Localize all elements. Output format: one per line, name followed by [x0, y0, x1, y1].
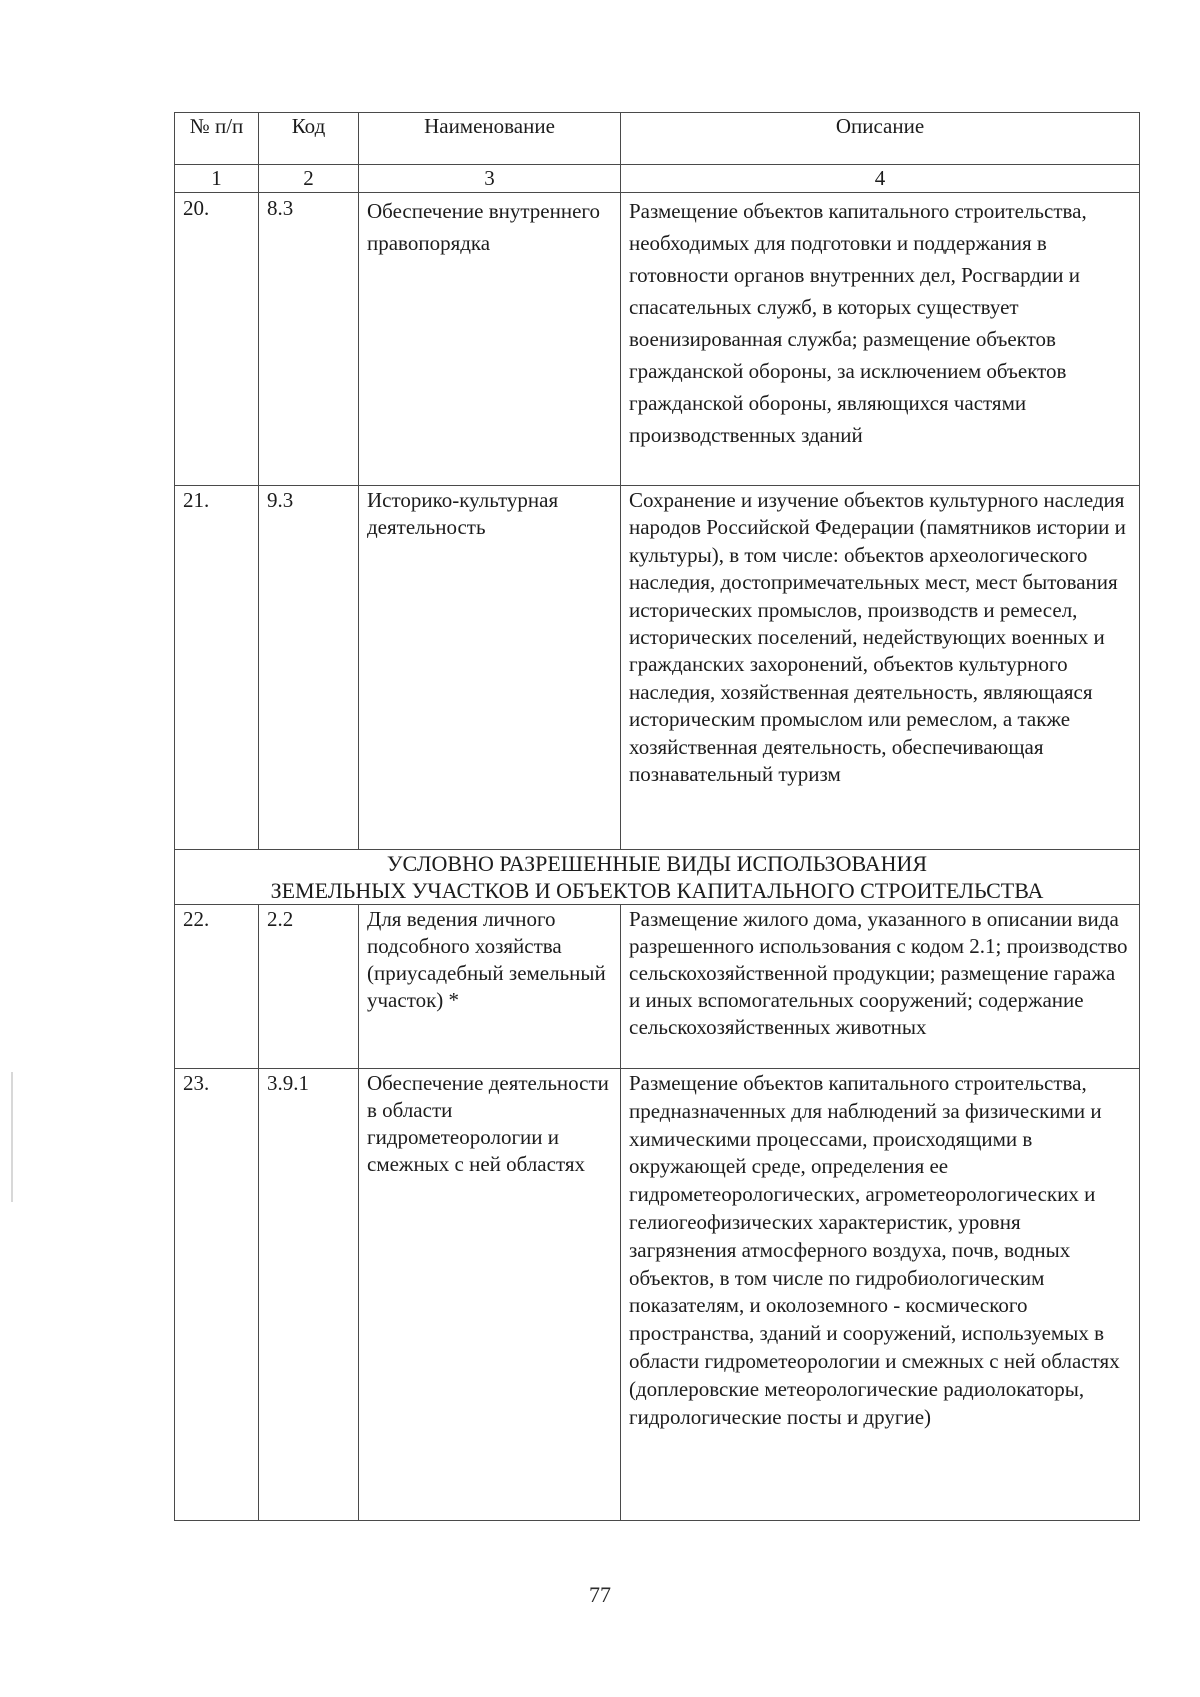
table-row [175, 1069, 1140, 1521]
row-code: 2.2 [259, 905, 359, 1069]
row-description: Размещение жилого дома, указанного в описании вида разрешенного использования с кодом 2.1; производство сельскохозяйственной продукции; размещение гаража и иных вспомогательных сооружений; содержание сельскохозяйственных животных [621, 905, 1140, 1069]
section-heading-line-2: ЗЕМЕЛЬНЫХ УЧАСТКОВ И ОБЪЕКТОВ КАПИТАЛЬНОГО СТРОИТЕЛЬСТВА [270, 878, 1044, 903]
scan-margin-mark [11, 1072, 13, 1202]
column-number-row [175, 165, 1140, 193]
row-number: 20. [175, 193, 259, 486]
row-number: 21. [175, 486, 259, 850]
land-use-table [174, 112, 1140, 1521]
table-row [175, 486, 1140, 850]
row-description: Размещение объектов капитального строительства, необходимых для подготовки и поддержания в готовности органов внутренних дел, Росгвардии и спасательных служб, в которых существует военизированная служба; размещение объектов гражданской обороны, за исключением объектов гражданской обороны, являющихся частями производственных зданий [621, 193, 1140, 486]
row-code: 3.9.1 [259, 1069, 359, 1521]
header-code: Код [259, 113, 359, 165]
page-number: 77 [589, 1582, 611, 1607]
row-code: 9.3 [259, 486, 359, 850]
row-description: Сохранение и изучение объектов культурного наследия народов Российской Федерации (памятников истории и культуры), в том числе: объектов археологического наследия, достопримечательных мест, мест бытования исторических промыслов, производств и ремесел, исторических поселений, недействующих военных и гражданских захоронений, объектов культурного наследия, хозяйственная деятельность, являющаяся историческим промыслом или ремеслом, а также хозяйственная деятельность, обеспечивающая познавательный туризм [621, 486, 1140, 850]
row-number: 22. [175, 905, 259, 1069]
section-heading [175, 850, 1140, 905]
header-description: Описание [621, 113, 1140, 165]
row-name: Для ведения личного подсобного хозяйства (приусадебный земельный участок) * [359, 905, 621, 1069]
table-row [175, 905, 1140, 1069]
row-name: Обеспечение внутреннего правопорядка [359, 193, 621, 486]
row-description: Размещение объектов капитального строительства, предназначенных для наблюдений за физическими и химическими процессами, происходящими в окружающей среде, определения ее гидрометеорологических, агрометеорологических и гелиогеофизических характеристик, уровня загрязнения атмосферного воздуха, почв, водных объектов, в том числе по гидробиологическим показателям, и околоземного - космического пространства, зданий и сооружений, используемых в области гидрометеорологии и смежных с ней областях (доплеровские метеорологические радиолокаторы, гидрологические посты и другие) [621, 1069, 1140, 1521]
row-number: 23. [175, 1069, 259, 1521]
row-code: 8.3 [259, 193, 359, 486]
column-number: 1 [175, 165, 259, 193]
row-name: Обеспечение деятельности в области гидрометеорологии и смежных с ней областях [359, 1069, 621, 1521]
table-header-row [175, 113, 1140, 165]
table-row [175, 193, 1140, 486]
column-number: 2 [259, 165, 359, 193]
section-heading-line-1: УСЛОВНО РАЗРЕШЕННЫЕ ВИДЫ ИСПОЛЬЗОВАНИЯ [386, 851, 928, 876]
row-name: Историко-культурная деятельность [359, 486, 621, 850]
column-number: 4 [621, 165, 1140, 193]
header-no: № п/п [175, 113, 259, 165]
column-number: 3 [359, 165, 621, 193]
header-name: Наименование [359, 113, 621, 165]
section-heading-row [175, 850, 1140, 905]
